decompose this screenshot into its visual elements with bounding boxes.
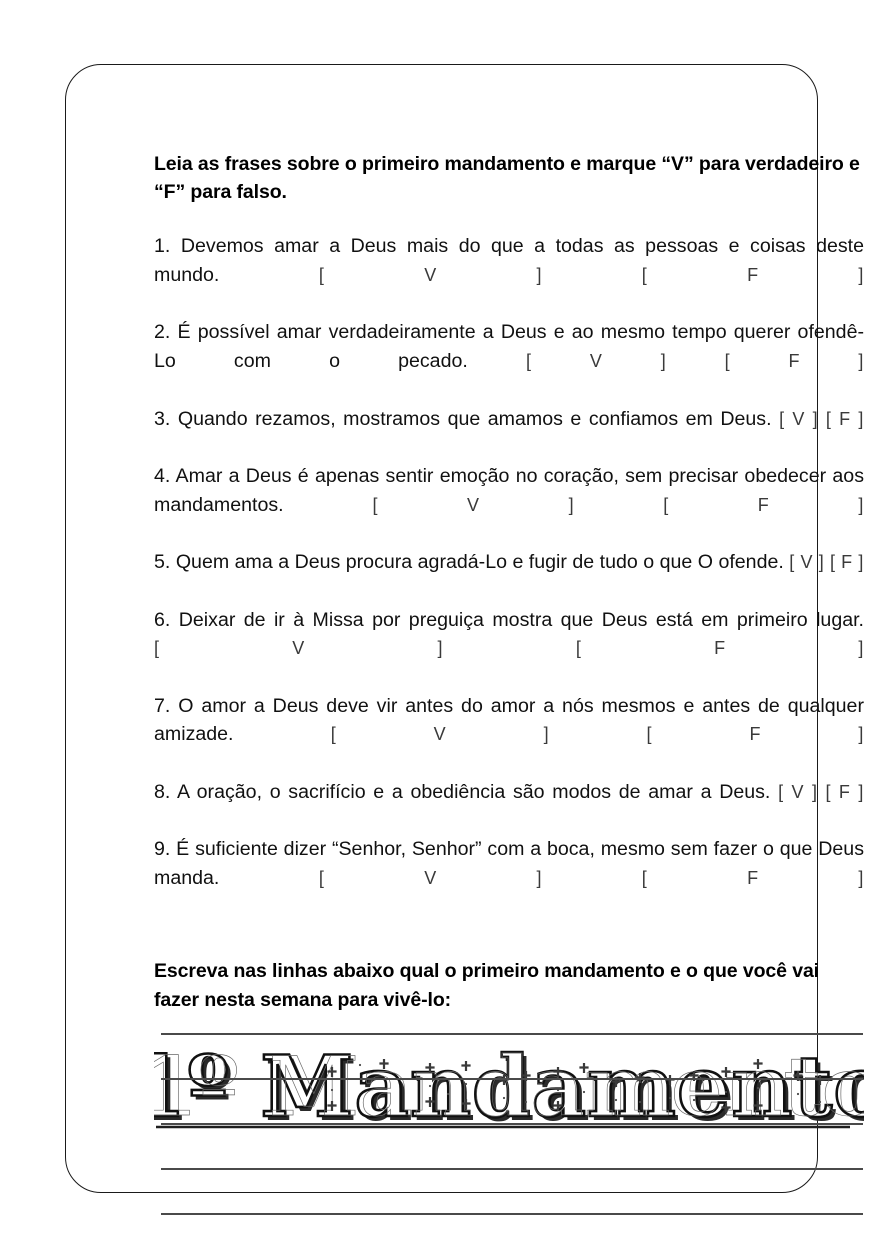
statement-text: A oração, o sacrifício e a obediência são modos de amar a Deus. — [176, 780, 771, 803]
writing-line[interactable] — [161, 1168, 863, 1170]
statement-text: Quando rezamos, mostramos que amamos e confiamos em Deus. — [177, 407, 772, 430]
statement-number: 7. — [154, 694, 171, 717]
statement-vf-markers[interactable]: [ V ] [ F ] — [372, 494, 864, 515]
statement-item-9[interactable] — [154, 835, 864, 921]
statement-vf-markers[interactable]: [ V ] [ F ] — [330, 724, 864, 745]
statement-vf-markers[interactable]: [ V ] [ F ] — [318, 265, 864, 286]
statement-vf-markers[interactable]: [ V ] [ F ] — [525, 351, 864, 372]
writing-line[interactable] — [161, 1123, 863, 1125]
statement-text: O amor a Deus deve vir antes do amor a nós mesmos e antes de qualquer amizade. — [154, 694, 864, 746]
answer-writing-lines — [161, 1033, 863, 1215]
statement-number: 5. — [154, 551, 171, 574]
statement-text: Deixar de ir à Missa por preguiça mostra que Deus está em primeiro lugar. — [178, 608, 864, 631]
true-false-statement-list — [154, 232, 864, 921]
statement-text: É possível amar verdadeiramente a Deus e ao mesmo tempo querer ofendê-Lo com o pecado. — [154, 321, 865, 373]
statement-text: Quem ama a Deus procura agradá-Lo e fugir de tudo o que O ofende. — [175, 551, 784, 574]
instruction-heading-2: Escreva nas linhas abaixo qual o primeiro mandamento e o que você vai fazer nesta semana para vivê-lo: — [154, 960, 820, 1011]
writing-line[interactable] — [161, 1078, 863, 1080]
statement-number: 1. — [154, 235, 171, 258]
statement-vf-markers[interactable]: [ V ] [ F ] — [779, 408, 864, 429]
statement-item-1[interactable] — [154, 232, 864, 318]
statement-text: É suficiente dizer “Senhor, Senhor” com a boca, mesmo sem fazer o que Deus manda. — [154, 838, 864, 889]
statement-number: 9. — [154, 838, 171, 861]
statement-vf-markers[interactable]: [ V ] [ F ] — [154, 638, 864, 659]
statement-number: 4. — [154, 465, 171, 487]
statement-item-7[interactable] — [154, 692, 864, 778]
statement-number: 8. — [154, 780, 171, 803]
worksheet-page-border — [65, 64, 865, 1193]
statement-item-4[interactable] — [154, 462, 864, 548]
statement-item-5[interactable] — [154, 548, 864, 605]
statement-item-8[interactable] — [154, 778, 864, 835]
statement-item-6[interactable] — [154, 606, 864, 692]
writing-line[interactable] — [161, 1213, 863, 1215]
worksheet-content — [154, 151, 864, 1142]
statement-item-3[interactable] — [154, 405, 864, 462]
statement-vf-markers[interactable]: [ V ] [ F ] — [778, 781, 864, 802]
statement-number: 6. — [154, 608, 171, 631]
statement-vf-markers[interactable]: [ V ] [ F ] — [318, 867, 864, 888]
statement-number: 2. — [154, 321, 171, 344]
statement-text: Amar a Deus é apenas sentir emoção no coração, sem precisar obedecer aos mandamentos. — [154, 465, 864, 516]
statement-item-2[interactable] — [154, 318, 864, 404]
writing-line[interactable] — [161, 1033, 863, 1035]
statement-text: Devemos amar a Deus mais do que a todas as pessoas e coisas deste mundo. — [154, 235, 864, 287]
instruction-heading-1: Leia as frases sobre o primeiro mandamento e marque “V” para verdadeiro e “F” para falso. — [154, 153, 860, 203]
statement-number: 3. — [154, 407, 171, 430]
statement-vf-markers[interactable]: [ V ] [ F ] — [789, 552, 864, 573]
